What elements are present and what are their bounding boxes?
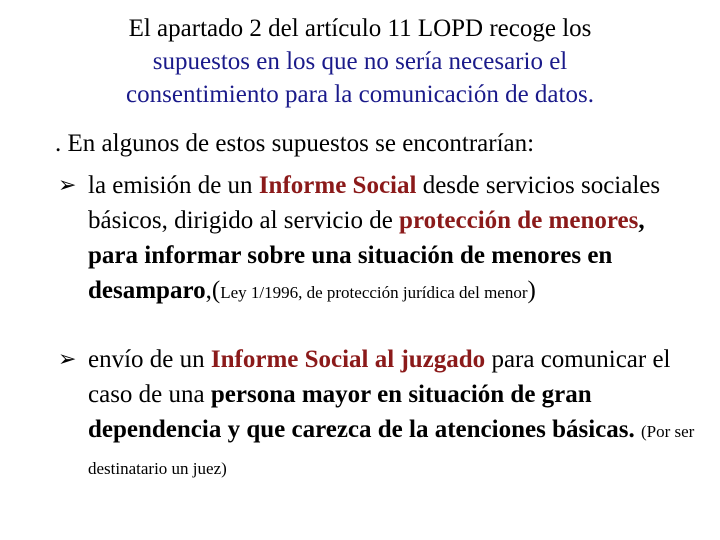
bullet-body: [88, 168, 698, 310]
bold-text: persona mayor en situación de gran dependencia y que carezca de la atenciones básicas.: [88, 381, 635, 443]
bullet-item-informe-menores: [58, 168, 698, 310]
slide-title: [60, 12, 660, 111]
highlight-informe-juzgado: Informe Social al juzgado: [210, 346, 486, 373]
title-line-1: El apartado 2 del artículo 11 LOPD recoge los: [128, 15, 592, 42]
title-line-2: supuestos en los que no sería necesario el: [152, 48, 568, 75]
law-reference: Ley 1/1996, de protección jurídica del menor: [220, 283, 528, 302]
bullet-text: ): [527, 277, 536, 304]
arrow-bullet-icon: ➢: [58, 173, 77, 198]
bullet-body: [88, 342, 698, 486]
bold-text: , para informar sobre una situación de menores en desamparo: [88, 207, 645, 304]
intro-text: . En algunos de estos supuestos se encontrarían:: [55, 130, 535, 157]
bullet-text: envío de un: [88, 346, 211, 373]
bullet-item-informe-juzgado: [58, 342, 698, 486]
recipient-note: (Por ser destinatario un juez): [88, 422, 695, 478]
highlight-informe-social: Informe Social: [258, 172, 417, 199]
title-line-3: consentimiento para la comunicación de datos.: [126, 81, 594, 108]
highlight-proteccion-menores: protección de menores: [399, 207, 639, 234]
bullet-text: para comunicar el caso de una: [88, 346, 671, 408]
bullet-text: ,(: [205, 277, 221, 304]
bullet-text: desde servicios sociales básicos, dirigido al servicio de: [88, 172, 661, 234]
bullet-text: la emisión de un: [88, 172, 259, 199]
arrow-bullet-icon: ➢: [58, 347, 77, 372]
